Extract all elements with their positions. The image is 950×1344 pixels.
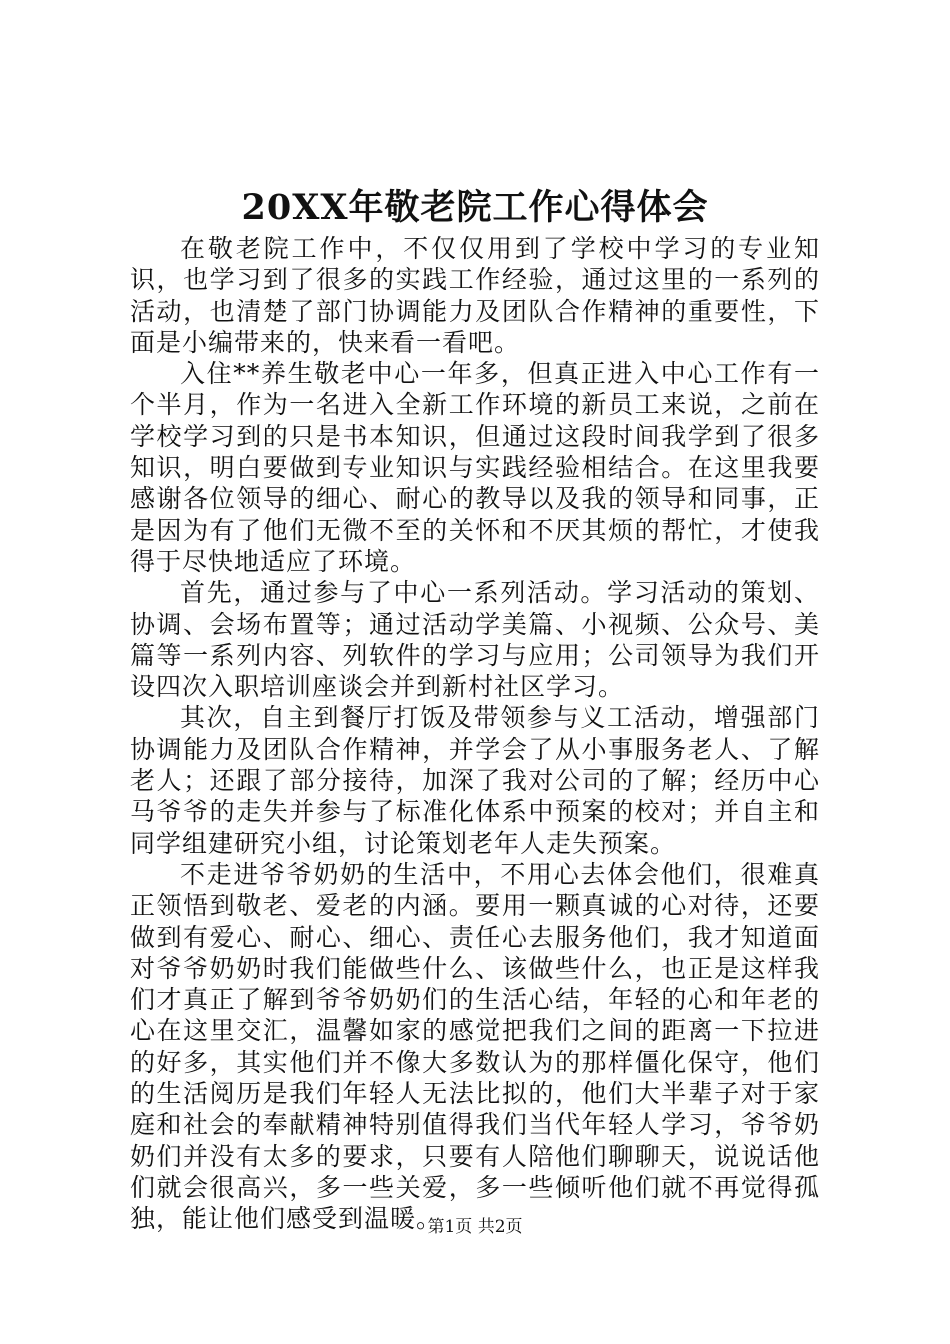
paragraph-1: 在敬老院工作中，不仅仅用到了学校中学习的专业知识，也学习到了很多的实践工作经验，通过这里的一系列的活动，也清楚了部门协调能力及团队合作精神的重要性，下面是小编带来的，快来看一看吧。 bbox=[130, 234, 820, 357]
document-title: 20XX年敬老院工作心得体会 bbox=[241, 187, 709, 228]
page-number-footer: 第1页 共2页 bbox=[427, 1217, 523, 1237]
paragraph-4: 其次，自主到餐厅打饭及带领参与义工活动，增强部门协调能力及团队合作精神，并学会了从小事服务老人、了解老人；还跟了部分接待，加深了我对公司的了解；经历中心马爷爷的走失并参与了标准化体系中预案的校对；并自主和同学组建研究小组，讨论策划老年人走失预案。 bbox=[130, 703, 820, 858]
paragraph-3: 首先，通过参与了中心一系列活动。学习活动的策划、协调、会场布置等；通过活动学美篇、小视频、公众号、美篇等一系列内容、列软件的学习与应用；公司领导为我们开设四次入职培训座谈会并到新村社区学习。 bbox=[130, 578, 820, 702]
paragraph-5: 不走进爷爷奶奶的生活中，不用心去体会他们，很难真正领悟到敬老、爱老的内涵。要用一颗真诚的心对待，还要做到有爱心、耐心、细心、责任心去服务他们，我才知道面对爷爷奶奶时我们能做些什么、该做些什么，也正是这样我们才真正了解到爷爷奶奶们的生活心结，年轻的心和年老的心在这里交汇，温馨如家的感觉把我们之间的距离一下拉进的好多，其实他们并不像大多数认为的那样僵化保守，他们的生活阅历是我们年轻人无法比拟的，他们大半辈子对于家庭和社会的奉献精神特别值得我们当代年轻人学习，爷爷奶奶们并没有太多的要求，只要有人陪他们聊聊天，说说话他们就会很高兴，多一些关爱，多一些倾听他们就不再觉得孤独，能让他们感受到温暖。 bbox=[130, 859, 820, 1234]
paragraph-2: 入住**养生敬老中心一年多，但真正进入中心工作有一个半月，作为一名进入全新工作环境的新员工来说，之前在学校学习到的只是书本知识，但通过这段时间我学到了很多知识，明白要做到专业知识与实践经验相结合。在这里我要感谢各位领导的细心、耐心的教导以及我的领导和同事，正是因为有了他们无微不至的关怀和不厌其烦的帮忙，才使我得于尽快地适应了环境。 bbox=[130, 359, 820, 576]
document-body bbox=[130, 233, 820, 1235]
